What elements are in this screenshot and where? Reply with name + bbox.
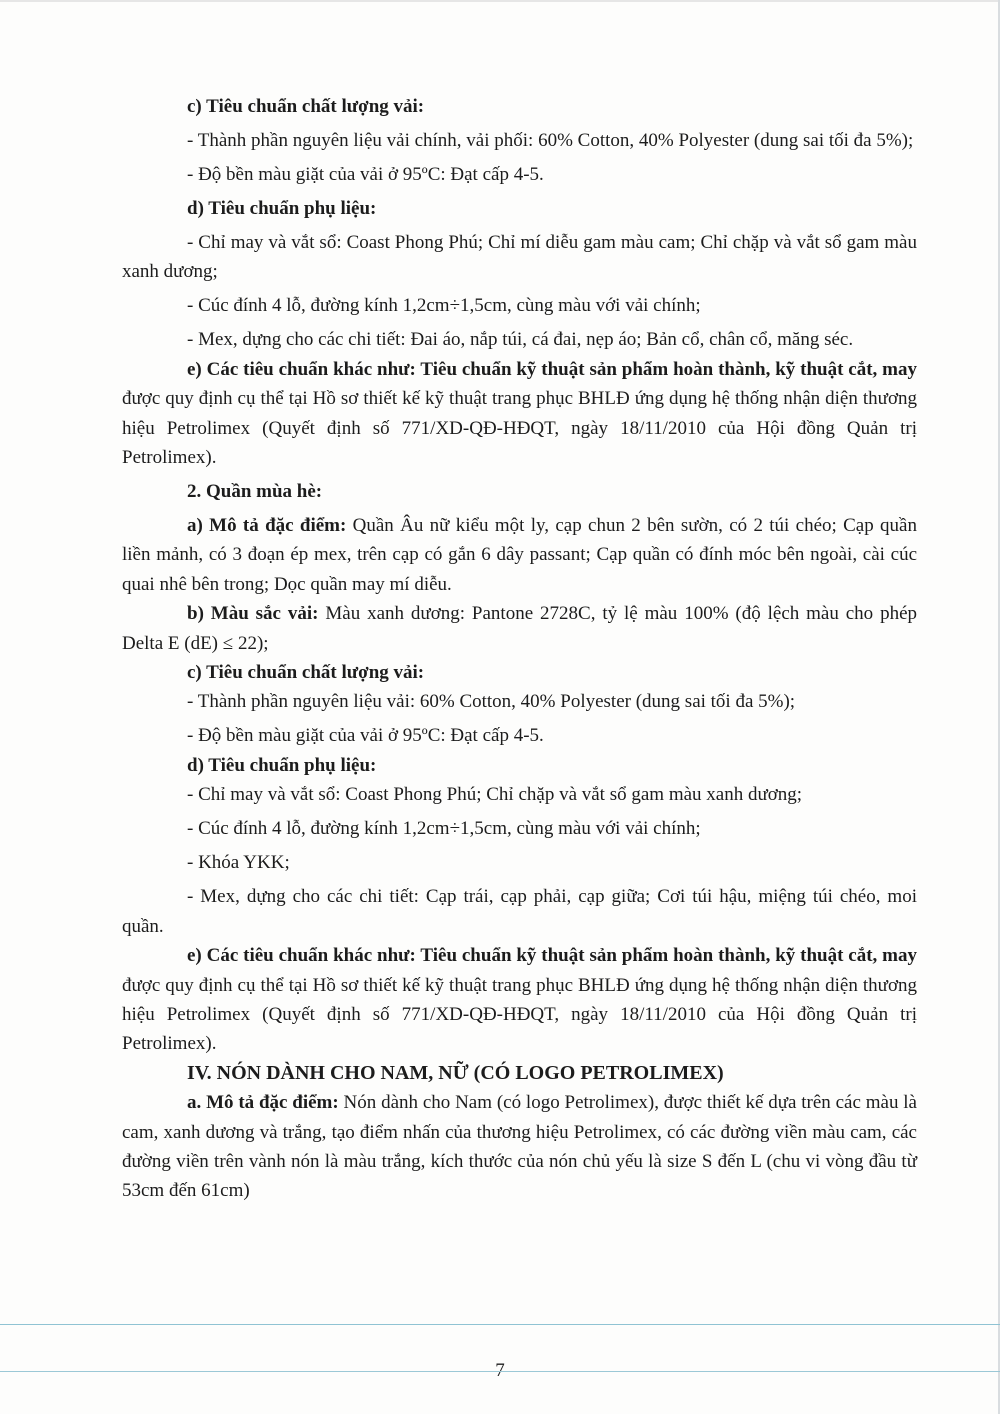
paragraph-text: - Cúc đính 4 lỗ, đường kính 1,2cm÷1,5cm, cùng màu với vải chính; xyxy=(187,295,701,317)
paragraph-hat-description xyxy=(122,1088,917,1206)
paragraph-text: Nón dành cho Nam (có logo Petrolimex), được thiết kế dựa trên các màu là cam, xanh dương và trắng, tạo điểm nhấn của thương hiệu Petrolimex, có các đường viền màu cam, các đường viền trên vành nón là màu trắng, kích thước của nón chủ yếu là size S đến L (chu vi vòng đầu từ 53cm đến 61cm) xyxy=(122,1092,917,1202)
paragraph-text: - Chỉ may và vắt sổ: Coast Phong Phú; Chỉ chặp và vắt sổ gam màu xanh dương; xyxy=(187,784,803,806)
paragraph-text: - Chỉ may và vắt sổ: Coast Phong Phú; Chỉ mí diễu gam màu cam; Chỉ chặp và vắt sổ gam màu xanh dương; xyxy=(122,232,917,283)
paragraph-thread xyxy=(122,228,917,287)
paragraph-text: d) Tiêu chuẩn phụ liệu: xyxy=(187,754,377,776)
paragraph-lead: e) Các tiêu chuẩn khác như: Tiêu chuẩn kỹ thuật sản phẩm hoàn thành, kỹ thuật cắt, may xyxy=(187,358,917,380)
paragraph-fabric-color xyxy=(122,599,917,658)
paragraph-text: c) Tiêu chuẩn chất lượng vải: xyxy=(187,96,425,117)
paragraph-color-fastness-2 xyxy=(122,721,917,750)
paragraph-other-standards xyxy=(122,355,917,473)
paragraph-text: - Thành phần nguyên liệu vải chính, vải phối: 60% Cotton, 40% Polyester (dung sai tối đa 5%); xyxy=(187,130,914,151)
paragraph-text: - Mex, dựng cho các chi tiết: Cạp trái, cạp phải, cạp giữa; Cơi túi hậu, miệng túi chéo, moi quần. xyxy=(122,886,917,937)
paragraph-text: IV. NÓN DÀNH CHO NAM, NỮ (CÓ LOGO PETROLIMEX) xyxy=(187,1061,724,1084)
subheading-summer-trousers xyxy=(122,477,917,506)
paragraph-lead: a) Mô tả đặc điểm: xyxy=(187,515,347,537)
paragraph-interlining-2 xyxy=(122,882,917,941)
section-heading-hats xyxy=(122,1059,917,1088)
footer-rule-lower xyxy=(0,1371,1000,1372)
paragraph-text: được quy định cụ thể tại Hồ sơ thiết kế kỹ thuật trang phục BHLĐ ứng dụng hệ thống nhận diện thương hiệu Petrolimex (Quyết định số 771/XD-QĐ-HĐQT, ngày 18/11/2010 của Hội đồng Quản trị Petrolimex). xyxy=(122,974,917,1055)
paragraph-text: Quần Âu nữ kiểu một ly, cạp chun 2 bên sườn, có 2 túi chéo; Cạp quần liền mảnh, có 3 đoạn ép mex, trên cạp có gắn 6 dây passant; Cạp quần có đính móc bên ngoài, cài cúc quai nhê bên trong; Dọc quần may mí diễu. xyxy=(122,515,917,595)
scan-edge-top xyxy=(0,0,1000,2)
paragraph-buttons-2 xyxy=(122,814,917,843)
paragraph-buttons xyxy=(122,291,917,320)
paragraph-text: - Thành phần nguyên liệu vải: 60% Cotton, 40% Polyester (dung sai tối đa 5%); xyxy=(187,691,796,713)
paragraph-fabric-composition-2 xyxy=(122,687,917,716)
subheading-fabric-quality-2 xyxy=(122,658,917,687)
paragraph-interlining xyxy=(122,325,917,354)
paragraph-lead: e) Các tiêu chuẩn khác như: Tiêu chuẩn kỹ thuật sản phẩm hoàn thành, kỹ thuật cắt, may xyxy=(187,945,917,967)
paragraph-text: Màu xanh dương: Pantone 2728C, tỷ lệ màu 100% (độ lệch màu cho phép Delta E (dE) ≤ 22); xyxy=(122,603,918,654)
subheading-fabric-quality xyxy=(122,92,917,121)
paragraph-fabric-composition xyxy=(122,126,917,155)
paragraph-thread-2 xyxy=(122,780,917,809)
paragraph-text: - Độ bền màu giặt của vải ở 95ºC: Đạt cấp 4-5. xyxy=(187,725,544,747)
paragraph-text: được quy định cụ thể tại Hồ sơ thiết kế kỹ thuật trang phục BHLĐ ứng dụng hệ thống nhận diện thương hiệu Petrolimex (Quyết định số 771/XD-QĐ-HĐQT, ngày 18/11/2010 của Hội đồng Quản trị Petrolimex). xyxy=(122,388,917,469)
paragraph-other-standards-2 xyxy=(122,941,917,1059)
paragraph-color-fastness xyxy=(122,160,917,189)
paragraph-lead: b) Màu sắc vải: xyxy=(187,603,319,625)
paragraph-text: c) Tiêu chuẩn chất lượng vải: xyxy=(187,662,425,684)
paragraph-trousers-description xyxy=(122,511,917,599)
subheading-accessories xyxy=(122,194,917,223)
subheading-accessories-2 xyxy=(122,751,917,780)
paragraph-text: d) Tiêu chuẩn phụ liệu: xyxy=(187,198,377,219)
paragraph-text: - Độ bền màu giặt của vải ở 95ºC: Đạt cấp 4-5. xyxy=(187,164,544,185)
paragraph-text: - Khóa YKK; xyxy=(187,852,290,874)
document-body xyxy=(122,92,917,1210)
paragraph-zipper xyxy=(122,848,917,877)
paragraph-text: - Mex, dựng cho các chi tiết: Đai áo, nắp túi, cá đai, nẹp áo; Bản cổ, chân cổ, măng séc. xyxy=(187,329,854,351)
paragraph-text: 2. Quần mùa hè: xyxy=(187,481,323,503)
paragraph-lead: a. Mô tả đặc điểm: xyxy=(187,1092,339,1114)
footer-rule-upper xyxy=(0,1324,1000,1325)
paragraph-text: - Cúc đính 4 lỗ, đường kính 1,2cm÷1,5cm, cùng màu với vải chính; xyxy=(187,818,701,840)
